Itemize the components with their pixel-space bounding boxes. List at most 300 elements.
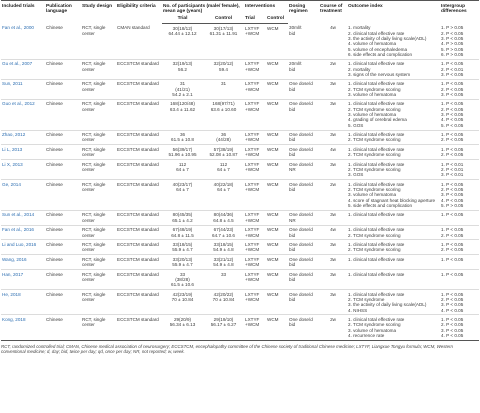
cell-participants-trial <box>162 210 203 225</box>
cell-dosing-line: One dose/d <box>289 291 313 297</box>
cell-participants-control-line: 36 <box>220 132 227 138</box>
cell-intervention-control: WCM <box>266 269 288 289</box>
cell-participants-trial-line: 168(120/48) <box>170 101 195 107</box>
cell-study-design: RCT, single center <box>81 24 116 59</box>
cell-intervention-trial: LXTYF +WCM <box>244 145 266 160</box>
cell-participants-trial-line: 64 ± 7 <box>176 187 189 193</box>
cell-dosing <box>288 269 319 289</box>
included-trials-table <box>1 0 479 341</box>
cell-participants-trial-line: 29(20/9) <box>173 317 192 322</box>
cell-participants-control <box>203 269 244 289</box>
cell-dosing <box>288 240 319 255</box>
cell-language: Chinese <box>45 24 81 59</box>
cell-eligibility: ECCSTCM standard <box>116 79 162 99</box>
cell-participants-control <box>203 290 244 315</box>
cell-course: 3w <box>319 130 347 145</box>
cell-course: 3w <box>319 269 347 289</box>
cell-language: Chinese <box>45 99 81 130</box>
table-row <box>1 145 479 160</box>
table-footnote: RCT, randomized controlled trial; CMAN, Chinese medical association of neurosurgery; ECCSTCM, encephalopathy committee of the Chinese society of traditional Chinese medicine; LXTYF, Liangxue Tongyu formula; WCM, Western conventional medicine; d, day; bid, twice per day; qd, once per day; NR, not reported; w, week. <box>1 343 453 354</box>
cell-intervention-control: WCM <box>266 180 288 211</box>
cell-dosing <box>288 145 319 160</box>
cell-course: 4w <box>319 225 347 240</box>
cell-differences <box>440 269 479 289</box>
cell-participants-trial-line: 56.2 <box>178 66 187 72</box>
cell-dosing-line: bid <box>289 137 296 143</box>
cell-language: Chinese <box>45 290 81 315</box>
cell-dosing-line: One dose/d <box>289 271 313 277</box>
cell-differences <box>440 99 479 130</box>
cell-trial[interactable]: Kong, 2018 <box>1 315 45 340</box>
cell-eligibility: ECCSTCM standard <box>116 225 162 240</box>
cell-differences-line: 5. P > 0.05 <box>441 46 464 52</box>
cell-differences <box>440 145 479 160</box>
cell-language: Chinese <box>45 180 81 211</box>
cell-course: 3w <box>319 240 347 255</box>
cell-course: 2w <box>319 315 347 340</box>
cell-course: 2w <box>319 180 347 211</box>
table-row <box>1 79 479 99</box>
cell-course: 4w <box>319 24 347 59</box>
table-row <box>1 269 479 289</box>
cell-participants-control-line: 64 ± 7 <box>217 166 230 172</box>
cell-outcomes-line: 1. clinical total effective rate <box>348 81 405 87</box>
cell-study-design: RCT, single center <box>81 79 116 99</box>
cell-differences-line: 1. P < 0.05 <box>441 61 464 67</box>
cell-eligibility: ECCSTCM standard <box>116 180 162 211</box>
cell-outcomes <box>347 255 440 270</box>
cell-course: 3w <box>319 290 347 315</box>
cell-participants-trial <box>162 255 203 270</box>
cell-dosing-line: bid <box>289 262 296 268</box>
cell-outcomes <box>347 145 440 160</box>
cell-eligibility: ECCSTCM standard <box>116 145 162 160</box>
cell-course: 3w <box>319 99 347 130</box>
cell-dosing-line: bid <box>289 296 296 302</box>
cell-dosing-line: bid <box>289 30 296 36</box>
cell-participants-trial <box>162 130 203 145</box>
cell-dosing-line: One dose/d <box>289 181 313 187</box>
header-publication-language: Publication language <box>45 1 81 24</box>
cell-outcomes-line: 4. grading of cerebral edema <box>348 117 407 123</box>
cell-participants-trial-line: 80(45/35) <box>172 212 193 218</box>
cell-differences-line: 1. P < 0.05 <box>441 241 464 247</box>
cell-participants-control <box>203 255 244 270</box>
cell-trial[interactable]: Fan et al., 2000 <box>1 24 45 59</box>
cell-course: 3w <box>319 79 347 99</box>
cell-participants-trial-line: 33(18/15) <box>172 241 193 247</box>
table-row <box>1 24 479 59</box>
cell-course: 3w <box>319 160 347 180</box>
header-participants-trial: Trial <box>162 15 203 24</box>
cell-outcomes <box>347 99 440 130</box>
cell-intervention-control: WCM <box>266 240 288 255</box>
cell-participants-trial <box>162 240 203 255</box>
header-included-trials: Included trials <box>1 1 45 24</box>
cell-participants-trial <box>162 180 203 211</box>
cell-outcomes-line: 1. clinical total effective rate <box>348 101 405 107</box>
cell-trial[interactable]: Li X, 2013 <box>1 160 45 180</box>
table-row <box>1 210 479 225</box>
cell-differences-line: 1. P < 0.05 <box>441 132 464 138</box>
cell-differences-line: 4. P < 0.05 <box>441 117 464 123</box>
cell-intervention-trial: LXTYF +WCM <box>244 59 266 79</box>
header-interventions-trial: Trial <box>244 15 266 24</box>
cell-participants-control-line: 80(44/36) <box>213 212 234 218</box>
cell-outcomes-line: 3. signs of the nervous system <box>348 71 411 77</box>
cell-outcomes-line: 3. volume of hematoma <box>348 192 397 198</box>
cell-trial[interactable]: Han, 2017 <box>1 269 45 289</box>
cell-trial[interactable]: Sun, 2011 <box>1 79 45 99</box>
cell-dosing-line: bid <box>289 322 296 328</box>
cell-participants-control-line: 29(19/10) <box>213 317 234 322</box>
cell-differences-line: 5. P < 0.05 <box>441 122 464 128</box>
cell-differences <box>440 240 479 255</box>
cell-intervention-control: WCM <box>266 130 288 145</box>
cell-participants-trial-line: 65.1 ± 4.2 <box>172 217 193 223</box>
cell-differences-line: 2. P < 0.05 <box>441 296 464 302</box>
cell-dosing <box>288 255 319 270</box>
cell-differences-line: 3. P < 0.05 <box>441 302 464 308</box>
cell-participants-control-line: 54.9 ± 4.8 <box>213 247 234 253</box>
cell-outcomes-line: 1. clinical total effective rate <box>348 181 405 187</box>
cell-outcomes <box>347 210 440 225</box>
cell-differences-line: 2. P < 0.05 <box>441 106 464 112</box>
cell-intervention-trial: LXTYF +WCM <box>244 160 266 180</box>
cell-eligibility: ECCSTCM standard <box>116 160 162 180</box>
cell-language: Chinese <box>45 255 81 270</box>
cell-trial[interactable]: Fan et al., 2016 <box>1 225 45 240</box>
cell-participants-control-line: 33(18/15) <box>213 241 234 247</box>
cell-dosing <box>288 79 319 99</box>
cell-outcomes-line: 1. clinical total effective rate <box>348 146 405 152</box>
header-interventions-control: Control <box>266 15 288 24</box>
cell-participants-trial-line: 56.34 ± 6.13 <box>169 322 196 328</box>
cell-dosing <box>288 180 319 211</box>
cell-participants-control-line: 33(21/12) <box>213 256 234 262</box>
cell-outcomes-line: 2. TCM syndrome scoring <box>348 86 401 92</box>
cell-trial[interactable]: Gu et al., 2007 <box>1 59 45 79</box>
cell-differences-line: 1. P < 0.01 <box>441 161 464 167</box>
cell-participants-control-line: 64 ± 7 <box>217 187 230 193</box>
cell-eligibility: ECCSTCM standard <box>116 240 162 255</box>
cell-participants-trial-line: 54.2 ± 2.1 <box>172 91 193 97</box>
cell-study-design: RCT, single center <box>81 160 116 180</box>
cell-differences <box>440 24 479 59</box>
cell-differences-line: 3. P < 0.05 <box>441 327 464 333</box>
header-course-of-treatment: Course of treatment <box>319 1 347 24</box>
cell-dosing-line: bid <box>289 66 296 72</box>
cell-outcomes-line: 2. TCM syndrome scoring <box>348 166 401 172</box>
cell-intervention-control: WCM <box>266 99 288 130</box>
cell-intervention-trial: LXTYF +WCM <box>244 24 266 59</box>
cell-study-design: RCT, single center <box>81 59 116 79</box>
cell-dosing <box>288 24 319 59</box>
table-row <box>1 255 479 270</box>
cell-eligibility: ECCSTCM standard <box>116 269 162 289</box>
cell-intervention-trial: LXTYF +WCM <box>244 79 266 99</box>
cell-participants-control <box>203 79 244 99</box>
cell-participants-trial-line: 33 <box>179 271 186 277</box>
cell-outcomes <box>347 269 440 289</box>
cell-outcomes-line: 1. clinical total effective rate <box>348 132 405 138</box>
cell-trial[interactable]: Zhao, 2012 <box>1 130 45 145</box>
cell-outcomes-line: 3. the activity of daily living scale(ADL) <box>348 35 427 41</box>
cell-participants-control <box>203 145 244 160</box>
cell-differences-line: 3. P < 0.01 <box>441 172 464 178</box>
cell-participants-control-line: 33 <box>220 271 227 277</box>
cell-intervention-trial: LXTYF +WCM <box>244 315 266 340</box>
cell-participants-trial <box>162 79 203 99</box>
table-row <box>1 315 479 340</box>
cell-dosing-line: NR <box>289 217 296 223</box>
table-row <box>1 99 479 130</box>
cell-participants-control-line: 31 <box>220 81 227 87</box>
cell-participants-control <box>203 210 244 225</box>
cell-intervention-control: WCM <box>266 315 288 340</box>
cell-outcomes-line: 2. TCM syndrome scoring <box>348 232 401 238</box>
cell-outcomes-line: 1. clinical total effective rate <box>348 271 405 277</box>
cell-participants-control-line: 112 <box>219 161 228 167</box>
cell-dosing-line: bid <box>289 247 296 253</box>
table-row <box>1 130 479 145</box>
cell-participants-trial-line: 64.8 ± 11.5 <box>171 232 194 238</box>
cell-study-design: RCT, single center <box>81 99 116 130</box>
cell-differences-line: 3. P < 0.05 <box>441 35 464 41</box>
cell-differences-line: 2. P < 0.05 <box>441 187 464 193</box>
cell-participants-trial-line: 70 ± 10.84 <box>171 296 194 302</box>
cell-participants-trial <box>162 225 203 240</box>
cell-dosing <box>288 99 319 130</box>
cell-participants-control-line: 54.9 ± 4.8 <box>213 262 234 268</box>
cell-intervention-control: WCM <box>266 290 288 315</box>
cell-intervention-control: WCM <box>266 59 288 79</box>
cell-dosing-line: bid <box>289 86 296 92</box>
header-eligibility-criteria: Eligibility criteria <box>116 1 162 24</box>
cell-intervention-trial: LXTYF +WCM <box>244 225 266 240</box>
cell-eligibility: CMAN standard <box>116 24 162 59</box>
cell-intervention-trial: LXTYF +WCM <box>244 130 266 145</box>
cell-differences-line: 3. P < 0.05 <box>441 192 464 198</box>
cell-outcomes-line: 3. GOS <box>348 172 364 178</box>
cell-participants-control-line: 61.31 ± 11.91 <box>209 31 238 37</box>
cell-differences-line: 1. P < 0.05 <box>441 291 464 297</box>
trials-table-container <box>1 0 479 354</box>
cell-language: Chinese <box>45 145 81 160</box>
cell-language: Chinese <box>45 160 81 180</box>
cell-participants-trial-line: 64.44 ± 12.12 <box>168 31 197 37</box>
cell-differences <box>440 160 479 180</box>
cell-intervention-control: WCM <box>266 160 288 180</box>
table-row <box>1 240 479 255</box>
cell-outcomes-line: 5. side effects and complication <box>348 202 413 208</box>
cell-outcomes-line: 2. TCM syndrome scoring <box>348 247 401 253</box>
cell-participants-control-line: 56.17 ± 6.27 <box>210 322 237 328</box>
cell-differences-line: 4. P < 0.05 <box>441 197 464 203</box>
cell-eligibility: ECCSTCM standard <box>116 130 162 145</box>
header-intergroup-differences: Intergroup differences <box>440 1 479 24</box>
cell-differences <box>440 255 479 270</box>
cell-differences-line: 1. P < 0.05 <box>441 227 464 233</box>
cell-participants-control-line: (44/28) <box>216 137 231 143</box>
cell-outcomes-line: 2. clinical total effective rate <box>348 30 405 36</box>
cell-participants-trial-line: 33(20/13) <box>172 256 193 262</box>
table-row <box>1 160 479 180</box>
cell-differences-line: 1. P < 0.05 <box>441 212 464 218</box>
cell-dosing <box>288 315 319 340</box>
cell-language: Chinese <box>45 240 81 255</box>
cell-trial[interactable]: Guo et al., 2012 <box>1 99 45 130</box>
cell-outcomes-line: 1. clinical total effective rate <box>348 61 405 67</box>
cell-outcomes <box>347 79 440 99</box>
cell-language: Chinese <box>45 59 81 79</box>
cell-differences-line: 1. P > 0.05 <box>441 25 464 31</box>
cell-participants-control-line: 59.4 <box>219 66 228 72</box>
cell-outcomes-line: 1. clinical total effective rate <box>348 161 405 167</box>
cell-participants-control-line: 168(97/71) <box>212 101 235 107</box>
header-study-design: Study design <box>81 1 116 24</box>
cell-participants-control <box>203 59 244 79</box>
cell-participants-control <box>203 315 244 340</box>
cell-dosing-line: One dose/d <box>289 81 313 87</box>
cell-course: 3w <box>319 255 347 270</box>
cell-differences <box>440 180 479 211</box>
cell-intervention-trial: LXTYF +WCM <box>244 99 266 130</box>
cell-intervention-trial: LXTYF +WCM <box>244 290 266 315</box>
cell-participants-trial-line: 40(23/17) <box>172 181 193 187</box>
cell-differences <box>440 225 479 240</box>
cell-differences-line: 2. P < 0.05 <box>441 30 464 36</box>
cell-dosing-line: bid <box>289 276 296 282</box>
cell-participants-trial-line: 55.9 ± 4.7 <box>172 247 193 253</box>
cell-course: 3w <box>319 210 347 225</box>
cell-dosing-line: One dose/d <box>289 161 313 167</box>
cell-differences-line: 4. P < 0.05 <box>441 332 464 338</box>
cell-differences-line: 1. P < 0.05 <box>441 271 464 277</box>
cell-language: Chinese <box>45 315 81 340</box>
cell-participants-trial-line: (41/21) <box>175 86 190 92</box>
cell-language: Chinese <box>45 225 81 240</box>
cell-course: 4w <box>319 145 347 160</box>
cell-differences-line: 2. P < 0.05 <box>441 137 464 143</box>
cell-eligibility: ECCSTCM standard <box>116 59 162 79</box>
table-row <box>1 59 479 79</box>
cell-dosing-line: One dose/d <box>289 317 313 322</box>
cell-outcomes-line: 1. clinical total effective rate <box>348 241 405 247</box>
cell-outcomes-line: 2. TCM syndrome <box>348 296 385 302</box>
cell-outcomes-line: 4. score of stagnant heat blocking aperture <box>348 197 436 203</box>
cell-participants-trial-line: 63.4 ± 11.62 <box>169 106 196 112</box>
cell-participants-control <box>203 225 244 240</box>
cell-outcomes-line: 3. volume of hematoma <box>348 91 397 97</box>
cell-intervention-control: WCM <box>266 145 288 160</box>
cell-language: Chinese <box>45 130 81 145</box>
cell-intervention-control: WCM <box>266 225 288 240</box>
cell-differences <box>440 59 479 79</box>
cell-dosing <box>288 290 319 315</box>
cell-participants-trial-line: 64 ± 7 <box>176 166 189 172</box>
cell-trial[interactable]: Li and Luo, 2016 <box>1 240 45 255</box>
cell-dosing <box>288 130 319 145</box>
cell-intervention-control: WCM <box>266 210 288 225</box>
cell-intervention-control: WCM <box>266 79 288 99</box>
table-row <box>1 225 479 240</box>
cell-dosing-line: bid <box>289 152 296 158</box>
cell-participants-trial <box>162 145 203 160</box>
cell-outcomes <box>347 225 440 240</box>
cell-participants-trial-line: (38/28) <box>175 276 190 282</box>
cell-study-design: RCT, single center <box>81 240 116 255</box>
cell-differences-line: 1. P < 0.05 <box>441 81 464 87</box>
cell-intervention-trial: LXTYF +WCM <box>244 180 266 211</box>
cell-language: Chinese <box>45 269 81 289</box>
cell-intervention-trial: LXTYF +WCM <box>244 210 266 225</box>
cell-outcomes-line: 2. TCM syndrome scoring <box>348 137 401 143</box>
cell-differences-line: 2. P < 0.05 <box>441 247 464 253</box>
cell-trial[interactable]: Li L, 2013 <box>1 145 45 160</box>
cell-intervention-control: WCM <box>266 255 288 270</box>
cell-outcomes-line: 2. TCM syndrome scoring <box>348 322 401 328</box>
cell-differences <box>440 210 479 225</box>
cell-participants-control-line: 67(44/23) <box>213 227 234 233</box>
cell-differences-line: 2. P < 0.05 <box>441 86 464 92</box>
cell-participants-trial <box>162 99 203 130</box>
cell-participants-control <box>203 180 244 211</box>
cell-trial[interactable]: Wang, 2016 <box>1 255 45 270</box>
cell-language: Chinese <box>45 210 81 225</box>
cell-dosing-line: NR <box>289 166 296 172</box>
cell-trial[interactable]: Ge, 2014 <box>1 180 45 211</box>
cell-participants-trial-line: 42(23/19) <box>172 291 193 297</box>
cell-trial[interactable]: He, 2018 <box>1 290 45 315</box>
cell-participants-control-line: 63.6 ± 10.60 <box>210 106 237 112</box>
cell-differences <box>440 315 479 340</box>
cell-eligibility: ECCSTCM standard <box>116 99 162 130</box>
cell-differences-line: 2. P < 0.01 <box>441 66 464 72</box>
cell-outcomes-line: 4. recurrence rate <box>348 332 385 338</box>
cell-differences <box>440 130 479 145</box>
cell-outcomes-line: 1. mortality <box>348 25 371 31</box>
cell-differences-line: 2. P < 0.05 <box>441 232 464 238</box>
cell-differences-line: 1. P < 0.05 <box>441 146 464 152</box>
header-outcome-index: Outcome index <box>347 1 440 24</box>
cell-differences-line: 5. P > 0.05 <box>441 202 464 208</box>
cell-differences-line: 6. P > 0.05 <box>441 51 464 57</box>
table-body <box>1 24 479 341</box>
cell-study-design: RCT, single center <box>81 145 116 160</box>
cell-outcomes-line: 2. mortality <box>348 66 371 72</box>
cell-study-design: RCT, single center <box>81 225 116 240</box>
cell-course: 2w <box>319 59 347 79</box>
cell-outcomes-line: 2. TCM syndrome scoring <box>348 187 401 193</box>
cell-study-design: RCT, single center <box>81 130 116 145</box>
header-dosing-regimen: Dosing regimen <box>288 1 319 24</box>
cell-outcomes <box>347 160 440 180</box>
cell-participants-control <box>203 240 244 255</box>
cell-study-design: RCT, single center <box>81 180 116 211</box>
cell-trial[interactable]: Sun et al., 2014 <box>1 210 45 225</box>
cell-outcomes <box>347 240 440 255</box>
cell-outcomes-line: 4. volume of hematoma <box>348 41 397 47</box>
cell-outcomes <box>347 315 440 340</box>
cell-intervention-trial: LXTYF +WCM <box>244 269 266 289</box>
cell-differences-line: 2. P < 0.05 <box>441 152 464 158</box>
cell-dosing-line: bid <box>289 232 296 238</box>
cell-participants-control-line: 42(20/22) <box>213 291 234 297</box>
cell-participants-control-line: 57(38/19) <box>213 146 234 152</box>
cell-intervention-trial: LXTYF +WCM <box>244 255 266 270</box>
cell-participants-control <box>203 99 244 130</box>
